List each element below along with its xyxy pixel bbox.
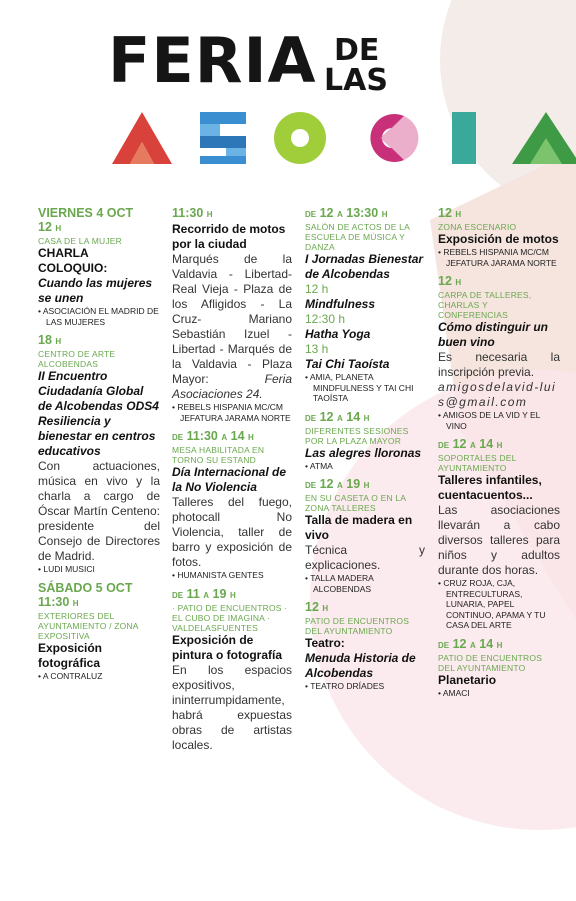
event-time: 12 H <box>305 600 329 614</box>
event-title: Exposición de pintura o fotografía <box>172 632 282 662</box>
event-recorrido-motos <box>172 206 292 423</box>
event-organizer: • AMIGOS DE LA VID Y EL VINO <box>438 410 560 431</box>
event-subtitle: Cuando las mujeres se unen <box>38 276 153 305</box>
event-talla-madera <box>305 477 425 594</box>
event-time: 11:30 H <box>38 594 79 609</box>
event-title: Talla de madera en vivo <box>305 513 413 542</box>
event-title: Día Internacional de la No Violencia <box>172 465 287 494</box>
event-alegres-lloronas <box>305 410 425 472</box>
event-organizer: • HUMANISTA GENTES <box>172 570 292 581</box>
event-description: Las asociaciones llevarán a cabo diversos talleres para niños y adultos durante dos horas. <box>438 503 560 577</box>
event-place: EXTERIORES DEL AYUNTAMIENTO / ZONA EXPOSITIVA <box>38 610 139 641</box>
event-exposicion-motos <box>438 206 560 268</box>
event-description: Talleres del fuego, photocall No Violencia, taller de barro y exposición de fotos. <box>172 495 292 569</box>
event-organizer: • A CONTRALUZ <box>38 671 160 682</box>
event-organizer: • TALLA MADERA ALCOBENDAS <box>305 573 425 594</box>
title-de: DE <box>334 33 380 68</box>
day-heading-saturday: SÁBADO 5 OCT <box>38 580 133 595</box>
event-place: MESA HABILITADA EN TORNO SU ESTAND <box>172 445 265 465</box>
session-name: Tai Chi Taoísta <box>305 357 390 371</box>
event-jornadas-bienestar <box>305 206 425 404</box>
event-organizer: • CRUZ ROJA, CJA, ENTRECULTURAS, LUNARIA, PAPEL CONTINUO, APAMA Y TU CASA DEL ARTE <box>438 578 560 631</box>
logo-letter-s <box>200 112 246 164</box>
title-las: LAS <box>324 63 388 98</box>
event-title: Exposición fotográfica <box>38 640 103 670</box>
event-title: Planetario <box>438 672 497 687</box>
event-organizer: • REBELS HISPANIA MC/CM JEFATURA JARAMA NORTE <box>438 247 560 268</box>
event-title: II Encuentro Ciudadanía Global de Alcobendas ODS4 <box>38 369 159 413</box>
event-organizer: • AMACI <box>438 688 560 699</box>
event-organizer: • TEATRO DRÍADES <box>305 681 425 692</box>
event-place: ZONA ESCENARIO <box>438 222 517 232</box>
event-time: 18 H <box>38 333 62 347</box>
event-charla-coloquio <box>38 220 160 327</box>
logo-letter-c <box>370 114 418 162</box>
event-description: Técnica y explicaciones. <box>305 543 425 572</box>
event-organizer: • LUDI MUSICI <box>38 564 160 575</box>
event-organizer: • ATMA <box>305 461 425 472</box>
event-title: CHARLA COLOQUIO: <box>38 246 108 275</box>
event-title: Talleres infantiles, cuentacuentos... <box>438 473 542 502</box>
event-encuentro <box>38 333 160 575</box>
event-time: 11:30 H <box>172 206 213 220</box>
event-time: DE 11 A 19 H <box>172 586 236 601</box>
event-time: DE 12 A 14 H <box>438 636 503 651</box>
event-subtitle: Resiliencia y bienestar en centros educativos <box>38 414 156 458</box>
event-place: PATIO DE ENCUENTROS DEL AYUNTAMIENTO <box>305 616 410 636</box>
schedule-column-1 <box>38 206 160 687</box>
event-description: Marqués de la Valdavia - Libertad-Real Vieja - Plaza de los Afligidos - La Cruz- Mariano Sebastián Izuel - Libertad - Marqués de la Valdavia - Plaza Mayor: Feria Asociaciones 24. <box>172 252 292 401</box>
event-time: DE 12 A 13:30 H <box>305 206 388 220</box>
event-email: amigosdelavid-luis@gmail.com <box>438 380 557 409</box>
event-title: I Jornadas Bienestar de Alcobendas <box>305 252 424 281</box>
event-place: DIFERENTES SESIONES POR LA PLAZA MAYOR <box>305 425 409 446</box>
event-organizer: • ASOCIACIÓN EL MADRID DE LAS MUJERES <box>38 306 160 327</box>
day-heading-friday: VIERNES 4 OCT <box>38 206 134 220</box>
logo-letter-a <box>112 112 172 164</box>
poster-header <box>0 0 576 200</box>
event-time: 12 H <box>38 220 62 234</box>
event-title: Las alegres lloronas <box>305 445 422 460</box>
session-name: Mindfulness <box>305 297 376 311</box>
schedule-column-4 <box>438 206 560 704</box>
event-description: Es necesaria la inscripción previa. <box>438 350 560 379</box>
event-place: EN SU CASETA O EN LA ZONA TALLERES <box>305 493 406 513</box>
event-title: Recorrido de motos por la ciudad <box>172 222 286 251</box>
event-description: Con actuaciones, música en vivo y la charla a cargo de Óscar Martín Centeno: presidente del Consejo de Directores de Madrid. <box>38 459 160 563</box>
event-time: DE 12 A 19 H <box>305 477 370 491</box>
event-organizer: • REBELS HISPANIA MC/CM JEFATURA JARAMA NORTE <box>172 402 292 423</box>
event-buen-vino <box>438 274 560 431</box>
event-time: 12 H <box>438 274 462 288</box>
event-title: Cómo distinguir un buen vino <box>438 320 548 349</box>
event-exposicion-fotografica <box>38 595 160 682</box>
event-subtitle: Menuda Historia de Alcobendas <box>305 651 416 680</box>
title-feria: FERIA <box>108 24 317 97</box>
session-name: Hatha Yoga <box>305 327 371 341</box>
event-time: DE 12 A 14 H <box>438 437 503 451</box>
event-place: CENTRO DE ARTE ALCOBENDAS <box>38 349 116 369</box>
event-organizer: • AMIA, PLANETA MINDFULNESS Y TAI CHI TAOÍSTA <box>305 372 425 404</box>
event-place: SOPORTALES DEL AYUNTAMIENTO <box>438 453 517 473</box>
asocia-logo <box>0 108 576 168</box>
schedule-column-2 <box>172 206 292 759</box>
event-time: DE 11:30 A 14 H <box>172 429 254 443</box>
event-planetario <box>438 637 560 699</box>
event-no-violencia <box>172 429 292 581</box>
event-place: SALÓN DE ACTOS DE LA ESCUELA DE MÚSICA Y DANZA <box>305 222 410 252</box>
event-exposicion-pintura <box>172 587 292 753</box>
event-teatro <box>305 600 425 692</box>
event-description: En los espacios expositivos, ininterrumpidamente, habrá expuestas obras de artistas locales. <box>172 662 292 752</box>
schedule-column-3 <box>305 206 425 698</box>
logo-letter-o <box>274 112 326 164</box>
session-time: 12:30 h <box>305 312 346 326</box>
logo-letter-a2 <box>512 112 576 164</box>
event-title: Teatro: <box>305 636 345 650</box>
event-place: CARPA DE TALLERES, CHARLAS Y CONFERENCIAS <box>438 290 532 320</box>
session-time: 12 h <box>305 282 329 296</box>
event-title: Exposición de motos <box>438 232 559 246</box>
event-place: · PATIO DE ENCUENTROS · EL CUBO DE IMAGINA · VALDELASFUENTES <box>172 602 288 633</box>
session-time: 13 h <box>305 342 329 356</box>
event-time: DE 12 A 14 H <box>305 409 370 424</box>
event-place: CASA DE LA MUJER <box>38 236 122 246</box>
event-time: 12 H <box>438 206 462 220</box>
event-place: PATIO DE ENCUENTROS DEL AYUNTAMIENTO <box>438 652 543 673</box>
event-talleres-infantiles <box>438 437 560 631</box>
logo-letter-i <box>452 112 476 164</box>
